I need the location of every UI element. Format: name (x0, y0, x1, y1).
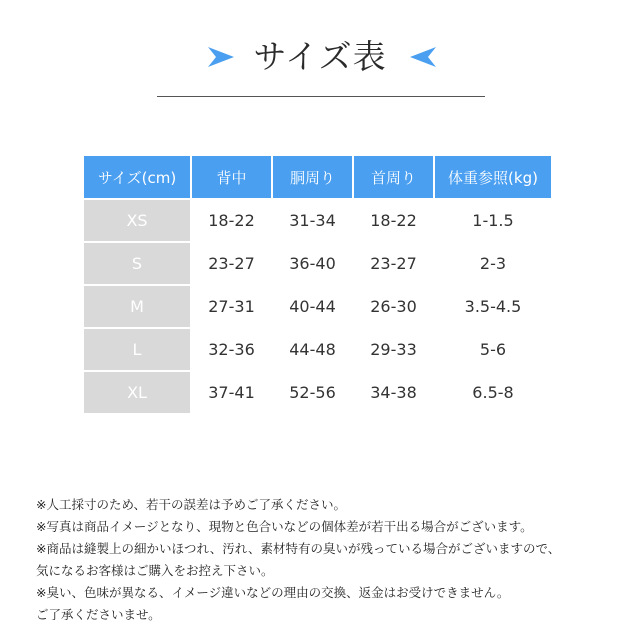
note-line: 気になるお客様はご購入をお控え下さい。 (36, 563, 274, 578)
waist-value: 52-56 (273, 372, 352, 413)
note-line: ※人工採寸のため、若干の誤差は予めご了承ください。 (36, 497, 346, 512)
header-waist: 胴周り (273, 156, 352, 198)
table-row (84, 372, 551, 413)
size-label: S (84, 243, 190, 284)
weight-value: 6.5-8 (435, 372, 551, 413)
header-weight: 体重参照(kg) (435, 156, 551, 198)
back-value: 27-31 (192, 286, 271, 327)
weight-value: 1-1.5 (435, 200, 551, 241)
weight-value: 5-6 (435, 329, 551, 370)
note-line: ※写真は商品イメージとなり、現物と色合いなどの個体差が若干出る場合がございます。 (36, 519, 533, 534)
header-back: 背中 (192, 156, 271, 198)
waist-value: 44-48 (273, 329, 352, 370)
table-row (84, 200, 551, 241)
back-value: 37-41 (192, 372, 271, 413)
size-label: XL (84, 372, 190, 413)
weight-value: 2-3 (435, 243, 551, 284)
chevron-right-icon (206, 44, 236, 70)
waist-value: 31-34 (273, 200, 352, 241)
notes-section (36, 494, 636, 626)
note-line: ※臭い、色味が異なる、イメージ違いなどの理由の交換、返金はお受けできません。 (36, 585, 510, 600)
table-row (84, 329, 551, 370)
waist-value: 36-40 (273, 243, 352, 284)
neck-value: 18-22 (354, 200, 433, 241)
chevron-left-icon (408, 44, 438, 70)
header-neck: 首周り (354, 156, 433, 198)
neck-value: 26-30 (354, 286, 433, 327)
page-title: サイズ表 (253, 37, 387, 76)
title-section (0, 30, 640, 86)
back-value: 32-36 (192, 329, 271, 370)
size-table (82, 154, 553, 415)
table-row (84, 243, 551, 284)
note-line: ※商品は縫製上の細かいほつれ、汚れ、素材特有の臭いが残っている場合がございますので、 (36, 541, 561, 556)
neck-value: 29-33 (354, 329, 433, 370)
table-row (84, 286, 551, 327)
weight-value: 3.5-4.5 (435, 286, 551, 327)
note-line: ご了承くださいませ。 (36, 607, 161, 622)
back-value: 23-27 (192, 243, 271, 284)
size-label: M (84, 286, 190, 327)
waist-value: 40-44 (273, 286, 352, 327)
neck-value: 34-38 (354, 372, 433, 413)
back-value: 18-22 (192, 200, 271, 241)
size-label: L (84, 329, 190, 370)
header-size: サイズ(cm) (84, 156, 190, 198)
neck-value: 23-27 (354, 243, 433, 284)
size-label: XS (84, 200, 190, 241)
table-header-row (84, 156, 551, 198)
title-divider (157, 96, 485, 97)
